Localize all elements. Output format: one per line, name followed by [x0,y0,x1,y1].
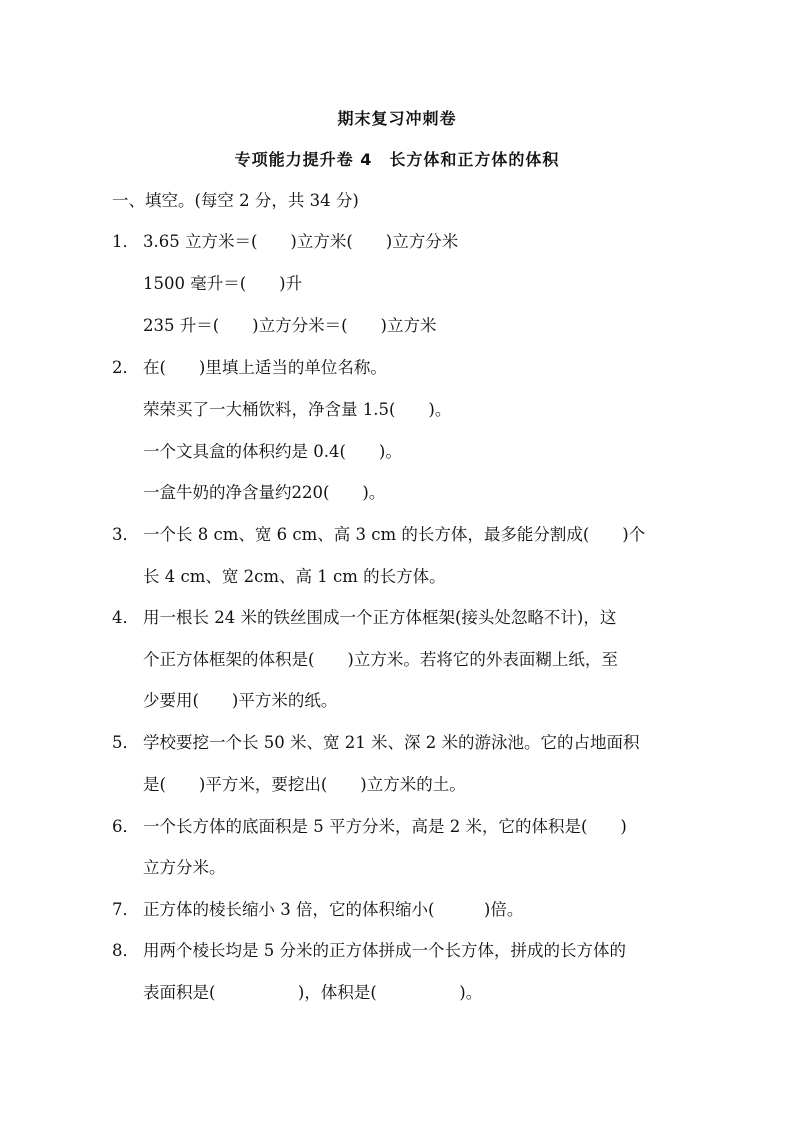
question-number: 6． [112,817,139,836]
question-line: 少要用( )平方米的纸。 [143,691,338,710]
page-title: 期末复习冲刺卷 [337,109,457,128]
question-line: 长 4 cm、宽 2cm、高 1 cm 的长方体。 [143,567,446,586]
question-line: 一个长方体的底面积是 5 平方分米，高是 2 米，它的体积是( ) [143,817,627,836]
question-line: 用一根长 24 米的铁丝围成一个正方体框架(接头处忽略不计)，这 [143,608,617,627]
question-line: 235 升＝( )立方分米＝( )立方米 [143,316,437,335]
question-line: 个正方体框架的体积是( )立方米。若将它的外表面糊上纸，至 [143,650,618,669]
question-number: 3． [112,525,139,544]
question-line: 一盒牛奶的净含量约220( )。 [143,483,386,502]
question-number: 1． [112,232,139,251]
question-line: 一个文具盒的体积约是 0.4( )。 [143,442,402,461]
question-line: 学校要挖一个长 50 米、宽 21 米、深 2 米的游泳池。它的占地面积 [143,733,640,752]
section-heading: 一、填空。(每空 2 分，共 34 分) [112,191,359,210]
question-number: 5． [112,733,139,752]
question-number: 8． [112,941,139,960]
question-line: 用两个棱长均是 5 分米的正方体拼成一个长方体，拼成的长方体的 [143,941,626,960]
question-line: 1500 毫升＝( )升 [143,274,303,293]
question-line: 立方分米。 [143,858,226,877]
question-line: 正方体的棱长缩小 3 倍，它的体积缩小( )倍。 [143,900,524,919]
question-number: 2． [112,358,139,377]
question-line: 表面积是( )，体积是( )。 [143,983,483,1002]
question-line: 一个长 8 cm、宽 6 cm、高 3 cm 的长方体，最多能分割成( )个 [143,525,646,544]
question-line: 3.65 立方米＝( )立方米( )立方分米 [143,232,459,251]
question-number: 7． [112,900,139,919]
question-number: 4． [112,608,139,627]
question-line: 在( )里填上适当的单位名称。 [143,358,387,377]
question-line: 是( )平方米，要挖出( )立方米的土。 [143,775,466,794]
question-line: 荣荣买了一大桶饮料，净含量 1.5( )。 [143,400,452,419]
page-subtitle: 专项能力提升卷 4 长方体和正方体的体积 [234,150,560,169]
